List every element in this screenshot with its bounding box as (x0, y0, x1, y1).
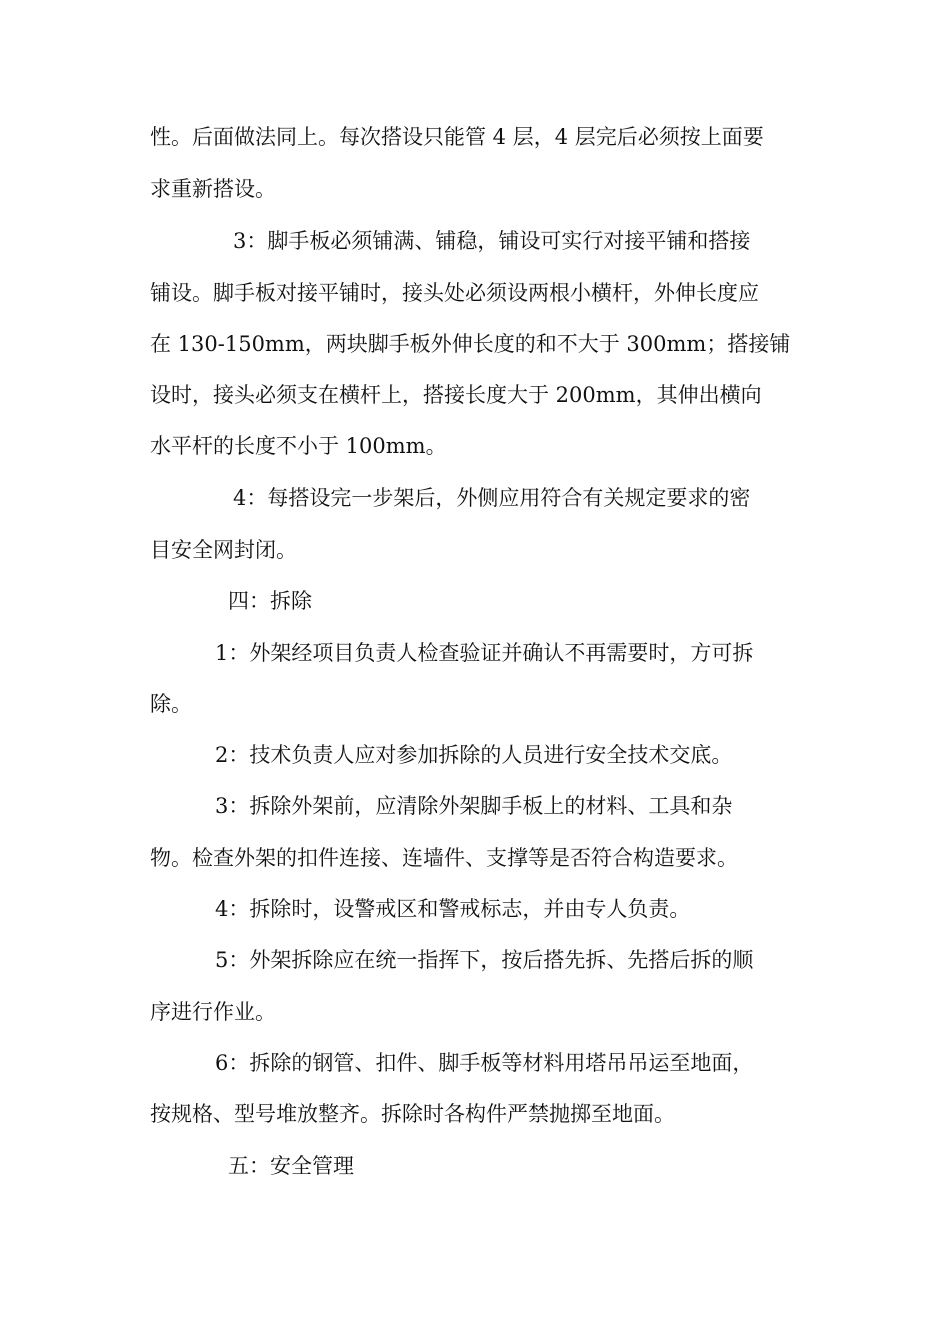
text-line-1: 性。后面做法同上。每次搭设只能管 4 层，4 层完后必须按上面要 (150, 125, 764, 149)
text-line-7: 水平杆的长度不小于 100mm。 (150, 434, 447, 458)
text-line-4: 铺设。脚手板对接平铺时，接头处必须设两根小横杆，外伸长度应 (150, 281, 759, 305)
text-line-2: 求重新搭设。 (150, 177, 276, 201)
text-line-13: 2：技术负责人应对参加拆除的人员进行安全技术交底。 (215, 743, 733, 767)
text-line-3: 3：脚手板必须铺满、铺稳，铺设可实行对接平铺和搭接 (233, 229, 751, 253)
text-line-9: 目安全网封闭。 (150, 538, 297, 562)
text-line-14: 3：拆除外架前，应清除外架脚手板上的材料、工具和杂 (215, 794, 733, 818)
section-heading-safety: 五：安全管理 (228, 1154, 354, 1178)
text-line-8: 4：每搭设完一步架后，外侧应用符合有关规定要求的密 (233, 486, 751, 510)
text-line-6: 设时，接头必须支在横杆上，搭接长度大于 200mm，其伸出横向 (150, 383, 762, 407)
text-line-5: 在 130-150mm，两块脚手板外伸长度的和不大于 300mm；搭接铺 (150, 332, 791, 356)
text-line-18: 序进行作业。 (150, 1000, 276, 1024)
text-line-12: 除。 (150, 692, 192, 716)
text-line-20: 按规格、型号堆放整齐。拆除时各构件严禁抛掷至地面。 (150, 1102, 675, 1126)
text-line-15: 物。检查外架的扣件连接、连墙件、支撑等是否符合构造要求。 (150, 846, 738, 870)
text-line-11: 1：外架经项目负责人检查验证并确认不再需要时，方可拆 (215, 641, 754, 665)
text-line-17: 5：外架拆除应在统一指挥下，按后搭先拆、先搭后拆的顺 (215, 948, 754, 972)
text-line-19: 6：拆除的钢管、扣件、脚手板等材料用塔吊吊运至地面， (215, 1051, 754, 1075)
text-line-16: 4：拆除时，设警戒区和警戒标志，并由专人负责。 (215, 897, 691, 921)
section-heading-dismantle: 四：拆除 (228, 589, 312, 613)
